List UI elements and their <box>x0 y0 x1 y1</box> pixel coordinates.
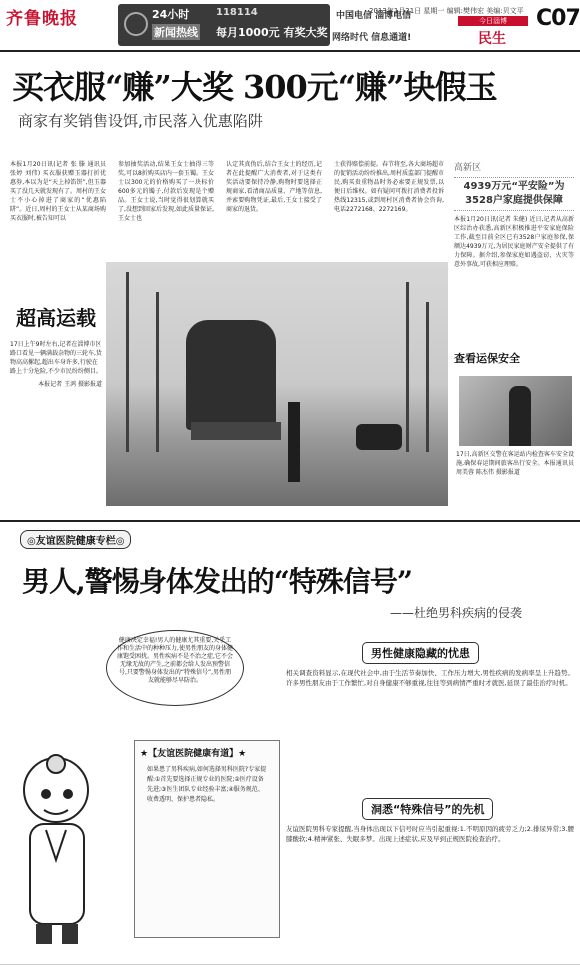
story1-headline[interactable]: 买衣服“赚”大奖 300元“赚”块假玉 <box>12 68 497 106</box>
box2-text: 友谊医院男科专家提醒,当身体出现以下信号时应当引起重视:1.不明原因的疲劳乏力;2.排尿异常;3.腰膝酸软;4.精神紧张、失眠多梦。出现上述症状,应及早到正规医院检查治疗。 <box>286 825 574 843</box>
story1-column-2: 参加抽奖活动,结果王女士抽得三等奖,可以8折购买店内一套玉镯。王女士以300元的价格购买了一块标价600多元的镯子,付款后发现是个赠品。王女士说,当时觉得很划算就买了,没想到回家后发现,如此质量保证,王女士也 <box>118 161 214 222</box>
pedestrian <box>288 402 300 482</box>
advice-scroll-text: 如果患了男科疾病,如何选择男科医院?专家提醒:①首先要选择正规专业的医院;②医疗设备先进;③医生团队专业经验丰富;④服务规范、收费透明、保护患者隐私。 <box>147 766 267 803</box>
advice-scroll <box>134 740 280 938</box>
ad-prize: 每月1000元 有奖大奖 <box>216 26 328 39</box>
sidebar-heading2[interactable]: 查看运保安全 <box>454 352 520 365</box>
feature-tag: ◎友谊医院健康专栏◎ <box>20 530 131 549</box>
date-line: 2013年1月21日 星期一 编辑:樊伟宏 美编:贝文平 <box>369 7 524 15</box>
story1-subheadline: 商家有奖销售设饵,市民落入优惠陷阱 <box>18 112 263 130</box>
doctor-icon <box>6 740 116 950</box>
page-code: C07 <box>536 6 580 31</box>
newspaper-logo: 齐鲁晚报 <box>6 9 78 29</box>
cargo-load <box>186 320 276 430</box>
photo-caption-credit: 本报记者 王鸿 摄影报道 <box>38 381 102 388</box>
phone-icon <box>124 12 148 36</box>
sidebar-title[interactable]: 4939万元“平安险”为3528户家庭提供保障 <box>454 177 574 211</box>
box1-text: 相关调查资料显示,在现代社会中,由于生活节奏加快、工作压力增大,男性疾病的发病率呈上升趋势。许多男性朋友由于工作繁忙,对自身健康不够重视,往往等到病情严重时才就医,延误了最佳治疗时机。 <box>286 669 574 687</box>
ad-number: 118114 <box>216 7 258 18</box>
masthead <box>0 0 580 52</box>
sidebar-story <box>454 160 574 345</box>
feature-headline[interactable]: 男人,警惕身体发出的“特殊信号” <box>22 565 412 598</box>
photo-caption-text: 17日上午9时左右,记者在淄博市区路口看见一辆满载杂物的三轮车,货物高高摞起,超出车身许多,行驶在路上十分危险,不少市民纷纷侧目。 <box>10 341 102 375</box>
section-divider <box>0 520 580 522</box>
police-check-photo[interactable] <box>459 376 572 446</box>
sidebar-area: 高新区 <box>454 163 482 173</box>
intro-bubble: 健康决定幸福!男人的健康尤其重要,关乎工作和生活中的种种压力,使男性朋友的身体健康饱受困扰。男性疾病不是不治之症,它不会无缘无故的产生,之前都会给人发出预警信号,只要警惕身体发出的“特殊信号”,男性朋友就能够尽早防治。 <box>106 630 244 706</box>
story1-column-1: 本报1月20日讯(记者 张 滕 通讯员 张婷 刘伟) 买衣服获赠玉器打折优惠券,本以为是“天上掉馅饼”,但玉器买了没几天就发现有了。周村的王女士不小心掉进了商家的“优惠陷阱”。近日,周村的王女士从某商场购买衣服时,被告知可以 <box>10 161 106 222</box>
story1-column-4: 士获得赔偿前提。春节将至,各大商场超市的促销活动纷纷推出,周村质监部门提醒市民,购买贵重物品时务必索要正规发票,以便日后维权。如有疑问可拨打消费者投诉热线12315,或到周村区消费者协会咨询,电话2272168、2272169。 <box>334 161 444 213</box>
box2-title: 洞悉“特殊信号”的先机 <box>362 798 493 820</box>
footer-line <box>0 964 580 965</box>
photo-caption-title: 超高运载 <box>16 306 96 330</box>
ad-telecom: 中国电信 淄博电信 <box>336 11 412 21</box>
box1-title: 男性健康隐藏的忧患 <box>362 642 479 664</box>
doctor-illustration <box>6 740 116 950</box>
photo-caption <box>10 306 102 389</box>
overloaded-tricycle-photo[interactable] <box>106 262 448 506</box>
story1-column-3: 认定其真伪后,结合王女士的经历,记者在此提醒广大消费者,对于这类有奖活动要保持冷静,购物时要选择正规商家,看清商品质量、产地等信息,并索要购物凭证,最后,王女士接受了商家的退货。 <box>226 161 322 213</box>
section-name: 民生 <box>478 31 506 47</box>
advice-scroll-title: ★【友谊医院健康有道】★ <box>140 749 247 759</box>
ad-slogan: 网络时代 信息通道! <box>332 33 412 43</box>
car <box>356 424 402 450</box>
tricycle <box>191 422 281 440</box>
police-officer <box>509 386 531 446</box>
feature-subheadline: ——杜绝男科疾病的侵袭 <box>390 606 523 620</box>
sidebar-photo-caption: 17日,高新区交警在客运站内检查客车安全设施,确保春运期间旅客出行安全。本报通讯员 周美蓉 陈杰伟 摄影报道 <box>456 451 574 476</box>
ad-hotline-title: 24小时 <box>152 8 190 21</box>
ad-hotline-sub: 新闻热线 <box>154 26 198 39</box>
hotline-ad-banner[interactable] <box>118 4 330 46</box>
today-label: 今日淄博 <box>458 16 528 26</box>
sidebar-text: 本报1月20日讯(记者 朱健) 近日,记者从高新区综治办获悉,高新区积极推进平安家庭保险工作,截至目前全区已有3528户家庭参保,保额达4939万元,为居民家庭财产安全提供了有力保障。据介绍,参保家庭如遇盗窃、火灾等意外事故,可获相应理赔。 <box>454 216 574 268</box>
